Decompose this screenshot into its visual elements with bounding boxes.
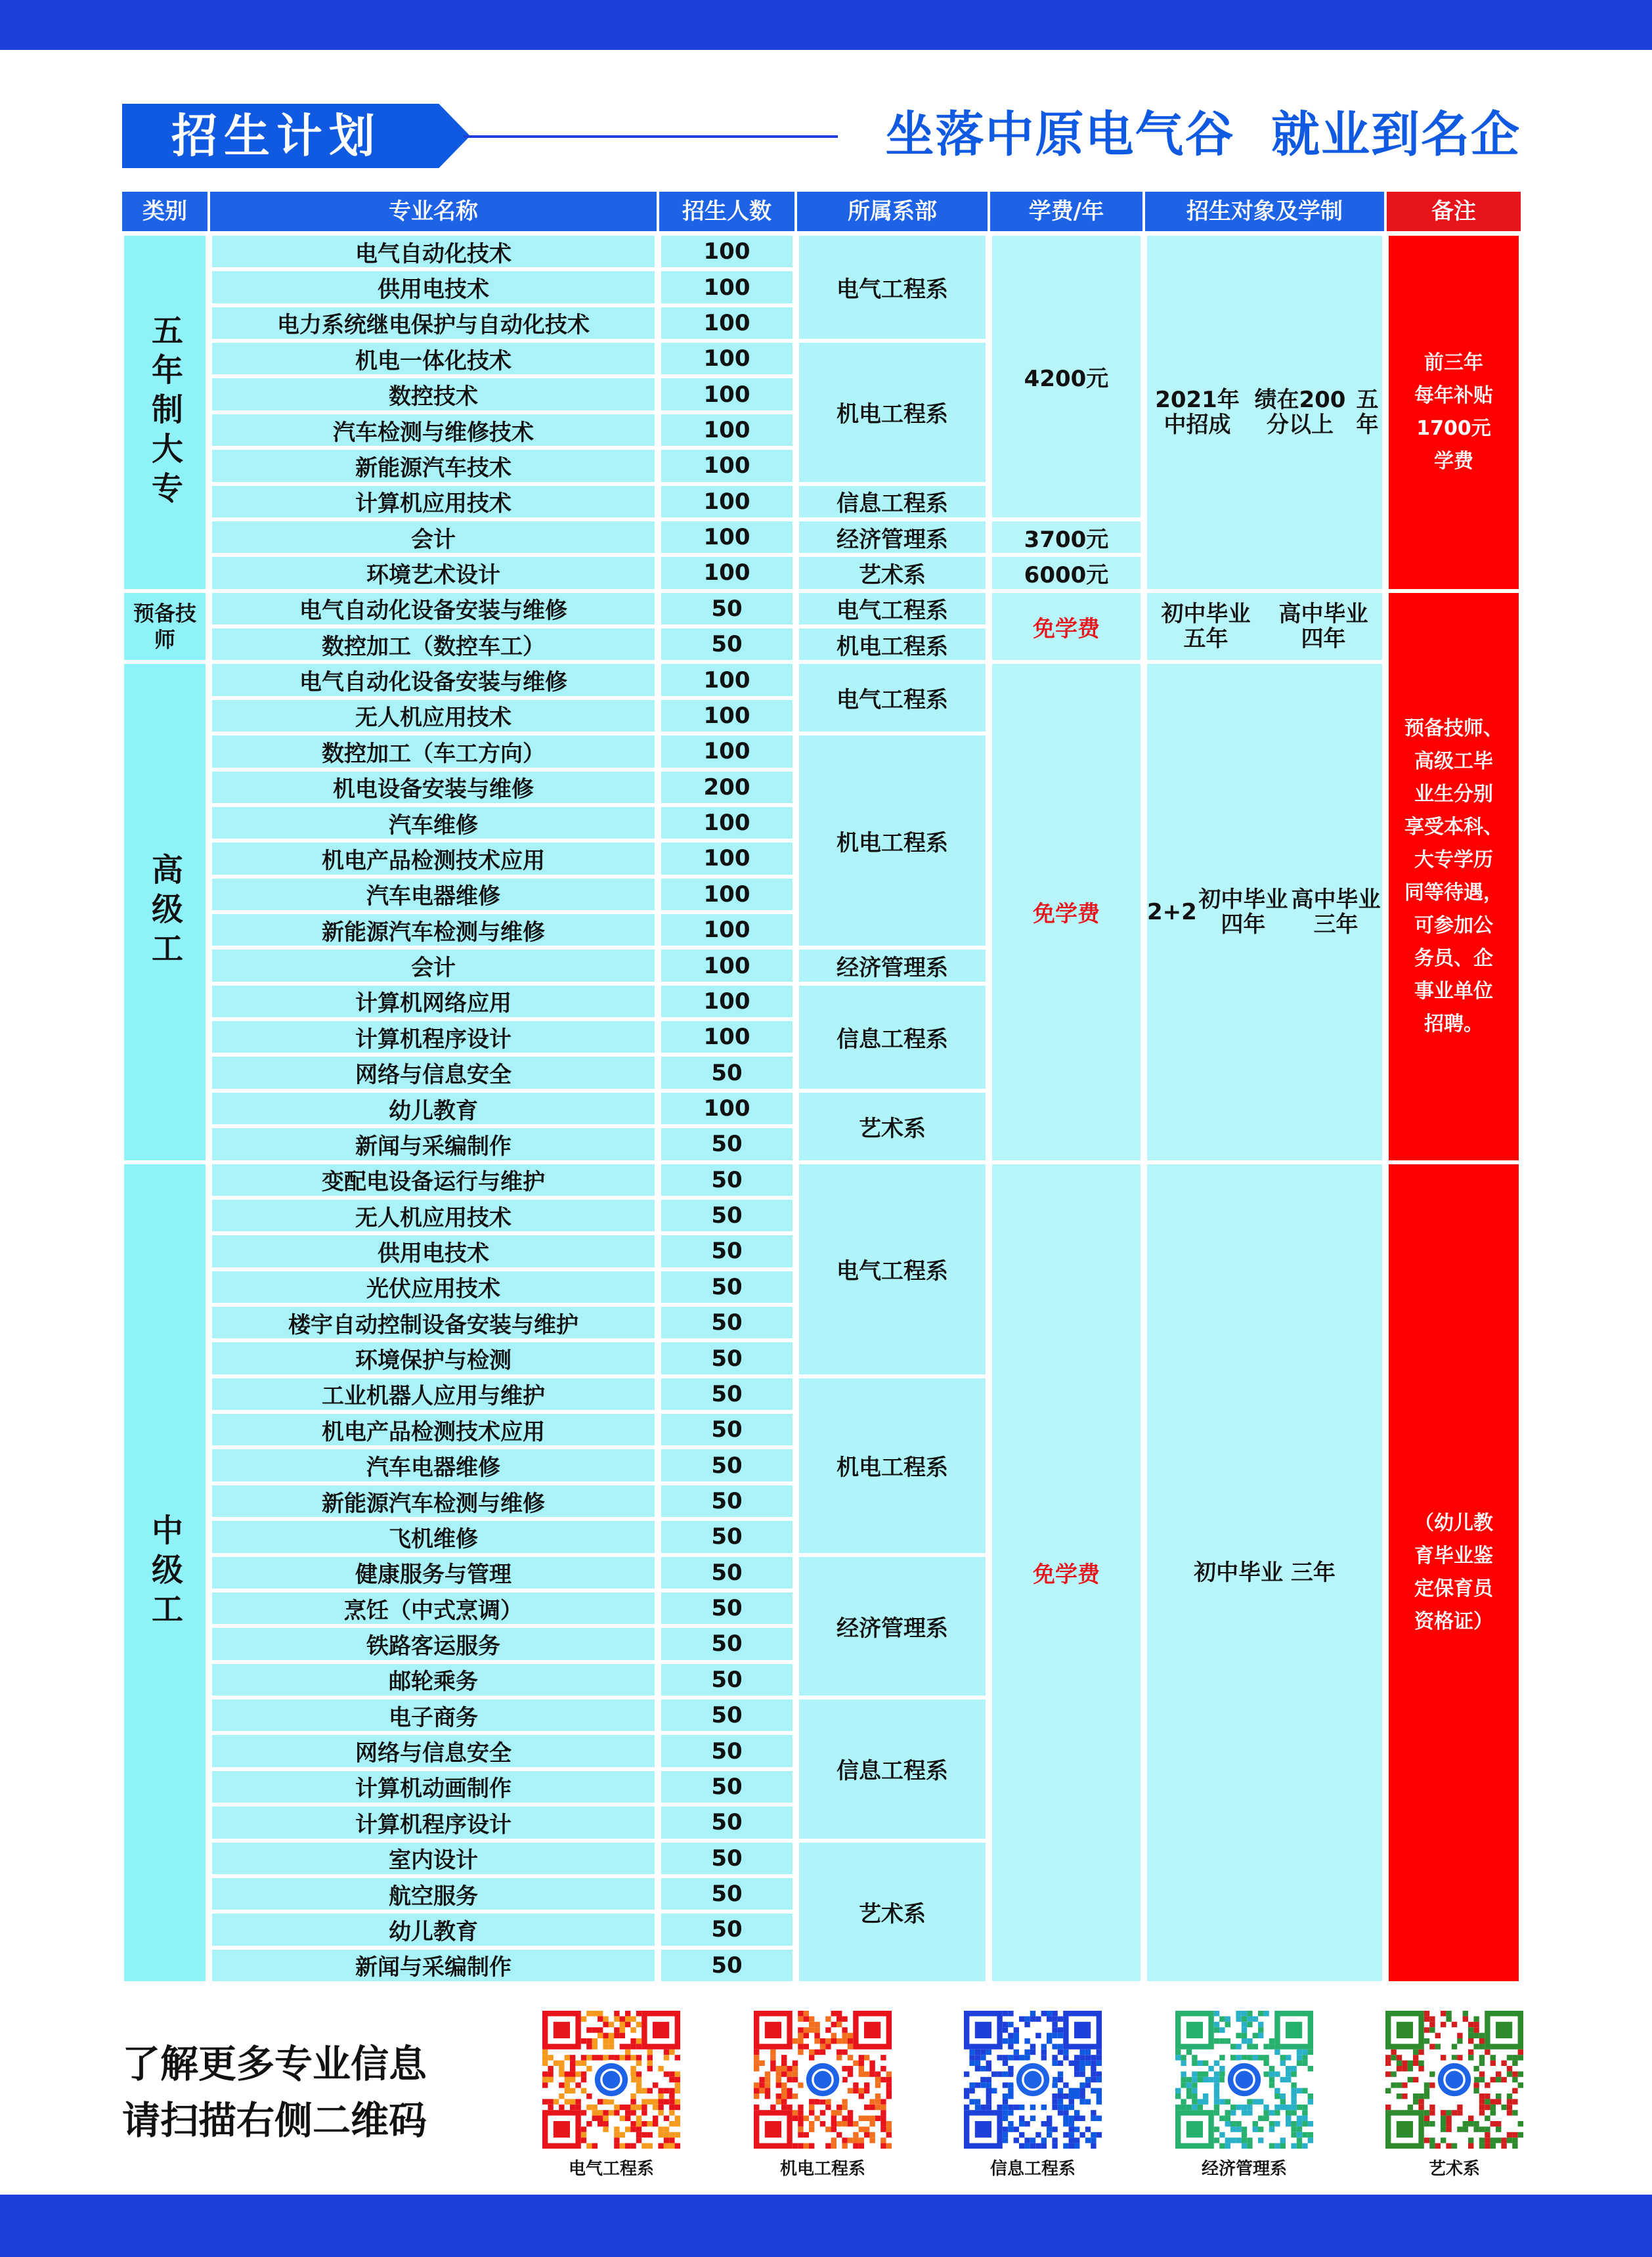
column-header: 备注 <box>1387 192 1521 231</box>
footer-line-1: 了解更多专业信息 <box>122 2042 427 2086</box>
department-cell: 电气工程系 <box>797 234 988 341</box>
target-line: 初中毕业 五年 <box>1161 601 1251 653</box>
column-header: 所属系部 <box>797 192 988 231</box>
enrollment-count: 100 <box>659 555 794 590</box>
enrollment-count: 50 <box>659 1733 794 1768</box>
enrollment-count: 50 <box>659 1555 794 1590</box>
enrollment-count: 50 <box>659 1126 794 1162</box>
major-name: 变配电设备运行与维护 <box>210 1162 657 1198</box>
category-cell: 中级工 <box>122 1162 207 1983</box>
major-name: 数控技术 <box>210 376 657 412</box>
enrollment-count: 50 <box>659 1376 794 1412</box>
tuition-cell: 免学费 <box>990 1162 1142 1983</box>
major-name: 供用电技术 <box>210 1233 657 1269</box>
department-cell: 信息工程系 <box>797 1698 988 1840</box>
major-name: 环境保护与检测 <box>210 1340 657 1376</box>
enrollment-count: 100 <box>659 948 794 983</box>
school-logo-icon <box>806 2063 839 2096</box>
tuition-cell: 免学费 <box>990 591 1142 663</box>
enrollment-count: 50 <box>659 1162 794 1198</box>
enrollment-count: 100 <box>659 841 794 876</box>
target-line: 初中毕业 四年 <box>1198 886 1288 938</box>
remark-line: 高级工毕 <box>1414 749 1493 773</box>
remark-line: 1700元 <box>1416 416 1491 440</box>
qr-code[interactable] <box>1175 2011 1313 2180</box>
tuition-cell: 免学费 <box>990 662 1142 1162</box>
major-name: 幼儿教育 <box>210 1091 657 1126</box>
top-banner <box>0 0 1652 50</box>
target-line: 2+2 <box>1147 898 1197 925</box>
target-line: 五年 <box>1356 386 1379 438</box>
enrollment-count: 50 <box>659 1698 794 1733</box>
major-name: 网络与信息安全 <box>210 1055 657 1090</box>
footer-line-2: 请扫描右侧二维码 <box>122 2098 427 2143</box>
target-cell <box>1145 1162 1384 1983</box>
major-name: 汽车电器维修 <box>210 1447 657 1483</box>
major-name: 机电产品检测技术应用 <box>210 841 657 876</box>
remark-line: 大专学历 <box>1414 848 1493 871</box>
major-name: 机电一体化技术 <box>210 341 657 376</box>
major-name: 幼儿教育 <box>210 1912 657 1947</box>
major-name: 计算机程序设计 <box>210 1019 657 1055</box>
enrollment-count: 50 <box>659 1483 794 1519</box>
major-name: 铁路客运服务 <box>210 1626 657 1661</box>
qr-code[interactable] <box>542 2011 680 2180</box>
department-cell: 机电工程系 <box>797 734 988 948</box>
department-cell: 电气工程系 <box>797 591 988 626</box>
remark-line: （幼儿教 <box>1414 1511 1493 1535</box>
enrollment-count: 50 <box>659 1447 794 1483</box>
enrollment-count: 50 <box>659 1269 794 1305</box>
target-line: 2021年中招成 <box>1155 386 1240 438</box>
category-cell: 五年制大专 <box>122 234 207 591</box>
remark-line: 招聘。 <box>1424 1012 1483 1036</box>
target-cell <box>1145 234 1384 591</box>
major-name: 计算机应用技术 <box>210 484 657 519</box>
major-name: 电气自动化设备安装与维修 <box>210 591 657 626</box>
enrollment-count: 50 <box>659 1233 794 1269</box>
department-cell: 机电工程系 <box>797 626 988 662</box>
enrollment-count: 50 <box>659 1948 794 1983</box>
major-name: 健康服务与管理 <box>210 1555 657 1590</box>
major-name: 电力系统继电保护与自动化技术 <box>210 305 657 341</box>
major-name: 邮轮乘务 <box>210 1662 657 1698</box>
enrollment-count: 100 <box>659 448 794 483</box>
tuition-cell: 6000元 <box>990 555 1142 590</box>
footer-text <box>122 2036 490 2149</box>
enrollment-count: 100 <box>659 984 794 1019</box>
major-name: 新闻与采编制作 <box>210 1126 657 1162</box>
remark-line: 同等待遇， <box>1404 881 1503 904</box>
major-name: 烹饪（中式烹调） <box>210 1590 657 1626</box>
enrollment-count: 100 <box>659 484 794 519</box>
column-header: 招生人数 <box>659 192 794 231</box>
department-cell: 经济管理系 <box>797 948 988 983</box>
enrollment-count: 100 <box>659 1091 794 1126</box>
remark-text <box>1414 1507 1493 1638</box>
remark-line: 定保育员 <box>1414 1577 1493 1600</box>
enrollment-count: 50 <box>659 591 794 626</box>
major-name: 计算机动画制作 <box>210 1769 657 1805</box>
major-name: 会计 <box>210 519 657 555</box>
qr-label: 电气工程系 <box>568 2159 654 2179</box>
major-name: 供用电技术 <box>210 269 657 305</box>
remark-line: 每年补贴 <box>1414 383 1493 407</box>
remark-line: 资格证） <box>1414 1610 1493 1633</box>
column-header: 专业名称 <box>210 192 657 231</box>
enrollment-count: 100 <box>659 734 794 769</box>
major-name: 电气自动化技术 <box>210 234 657 269</box>
school-logo-icon <box>1438 2063 1471 2096</box>
slogan: 坐落中原电气谷 就业到名企 <box>885 106 1521 163</box>
major-name: 数控加工（数控车工） <box>210 626 657 662</box>
title-divider <box>464 135 838 138</box>
enrollment-count: 50 <box>659 626 794 662</box>
major-name: 汽车电器维修 <box>210 877 657 912</box>
remark-line: 可参加公 <box>1414 913 1493 937</box>
enrollment-count: 50 <box>659 1590 794 1626</box>
qr-label: 经济管理系 <box>1201 2159 1287 2179</box>
remark-cell <box>1387 1162 1521 1983</box>
enrollment-count: 50 <box>659 1841 794 1876</box>
remark-line: 预备技师、 <box>1404 716 1503 740</box>
enrollment-count: 50 <box>659 1876 794 1912</box>
enrollment-count: 100 <box>659 912 794 948</box>
remark-line: 业生分别 <box>1414 782 1493 806</box>
department-cell: 信息工程系 <box>797 484 988 519</box>
major-name: 无人机应用技术 <box>210 698 657 734</box>
remark-cell <box>1387 234 1521 591</box>
enrollment-count: 100 <box>659 698 794 734</box>
major-name: 电气自动化设备安装与维修 <box>210 662 657 697</box>
enrollment-count: 50 <box>659 1662 794 1698</box>
major-name: 汽车检测与维修技术 <box>210 412 657 448</box>
major-name: 机电产品检测技术应用 <box>210 1412 657 1447</box>
enrollment-count: 50 <box>659 1912 794 1947</box>
enrollment-count: 50 <box>659 1412 794 1447</box>
bottom-banner <box>0 2195 1652 2257</box>
major-name: 新闻与采编制作 <box>210 1948 657 1983</box>
column-header: 招生对象及学制 <box>1145 192 1384 231</box>
category-cell: 预备技师 <box>122 591 207 663</box>
enrollment-count: 100 <box>659 341 794 376</box>
qr-code-icon <box>754 2011 892 2149</box>
qr-code[interactable] <box>964 2011 1102 2180</box>
remark-line: 学费 <box>1434 449 1473 473</box>
enrollment-count: 50 <box>659 1340 794 1376</box>
target-cell <box>1145 591 1384 663</box>
department-cell: 机电工程系 <box>797 1376 988 1555</box>
qr-code-icon <box>1175 2011 1313 2149</box>
remark-line: 事业单位 <box>1414 979 1493 1003</box>
target-line: 初中毕业 三年 <box>1194 1559 1336 1586</box>
enrollment-count: 100 <box>659 269 794 305</box>
enrollment-count: 100 <box>659 662 794 697</box>
enrollment-count: 100 <box>659 234 794 269</box>
page-title: 招生计划 <box>171 109 381 163</box>
enrollment-count: 50 <box>659 1626 794 1661</box>
major-name: 新能源汽车技术 <box>210 448 657 483</box>
major-name: 汽车维修 <box>210 805 657 841</box>
major-name: 网络与信息安全 <box>210 1733 657 1768</box>
school-logo-icon <box>1228 2063 1261 2096</box>
qr-code-icon <box>542 2011 680 2149</box>
enrollment-count: 200 <box>659 770 794 805</box>
enrollment-count: 100 <box>659 877 794 912</box>
enrollment-count: 100 <box>659 519 794 555</box>
major-name: 环境艺术设计 <box>210 555 657 590</box>
major-name: 飞机维修 <box>210 1519 657 1554</box>
target-line: 高中毕业 三年 <box>1291 886 1381 938</box>
major-name: 楼宇自动控制设备安装与维护 <box>210 1305 657 1340</box>
tuition-cell: 4200元 <box>990 234 1142 519</box>
enrollment-count: 100 <box>659 305 794 341</box>
department-cell: 电气工程系 <box>797 1162 988 1376</box>
major-name: 数控加工（车工方向） <box>210 734 657 769</box>
major-name: 计算机程序设计 <box>210 1805 657 1840</box>
major-name: 室内设计 <box>210 1841 657 1876</box>
school-logo-icon <box>1016 2063 1049 2096</box>
department-cell: 艺术系 <box>797 555 988 590</box>
major-name: 航空服务 <box>210 1876 657 1912</box>
target-line: 绩在200分以上 <box>1254 386 1346 438</box>
major-name: 光伏应用技术 <box>210 1269 657 1305</box>
category-cell: 高级工 <box>122 662 207 1162</box>
department-cell: 经济管理系 <box>797 519 988 555</box>
major-name: 机电设备安装与维修 <box>210 770 657 805</box>
target-cell <box>1145 662 1384 1162</box>
school-logo-icon <box>595 2063 628 2096</box>
target-line: 高中毕业 四年 <box>1278 601 1368 653</box>
remark-text <box>1404 712 1503 1041</box>
department-cell: 信息工程系 <box>797 984 988 1091</box>
tuition-cell: 3700元 <box>990 519 1142 555</box>
enrollment-count: 50 <box>659 1769 794 1805</box>
enrollment-table <box>122 192 1521 1983</box>
remark-line: 享受本科、 <box>1404 815 1503 839</box>
major-name: 电子商务 <box>210 1698 657 1733</box>
major-name: 计算机网络应用 <box>210 984 657 1019</box>
department-cell: 艺术系 <box>797 1091 988 1162</box>
department-cell: 艺术系 <box>797 1841 988 1983</box>
enrollment-count: 50 <box>659 1805 794 1840</box>
remark-line: 前三年 <box>1424 351 1483 374</box>
remark-text <box>1414 347 1493 478</box>
enrollment-count: 100 <box>659 805 794 841</box>
qr-code-icon <box>964 2011 1102 2149</box>
qr-label: 机电工程系 <box>779 2159 865 2179</box>
column-header: 学费/年 <box>990 192 1142 231</box>
qr-label: 艺术系 <box>1428 2159 1480 2179</box>
enrollment-count: 100 <box>659 376 794 412</box>
major-name: 新能源汽车检测与维修 <box>210 1483 657 1519</box>
remark-cell <box>1387 591 1521 1162</box>
major-name: 无人机应用技术 <box>210 1198 657 1233</box>
major-name: 会计 <box>210 948 657 983</box>
major-name: 新能源汽车检测与维修 <box>210 912 657 948</box>
qr-code[interactable] <box>754 2011 892 2180</box>
remark-line: 育毕业鉴 <box>1414 1544 1493 1567</box>
major-name: 工业机器人应用与维护 <box>210 1376 657 1412</box>
enrollment-count: 50 <box>659 1519 794 1554</box>
enrollment-count: 100 <box>659 1019 794 1055</box>
qr-code-icon <box>1385 2011 1523 2149</box>
column-header: 类别 <box>122 192 207 231</box>
department-cell: 机电工程系 <box>797 341 988 483</box>
enrollment-count: 50 <box>659 1305 794 1340</box>
department-cell: 电气工程系 <box>797 662 988 734</box>
department-cell: 经济管理系 <box>797 1555 988 1698</box>
enrollment-count: 50 <box>659 1055 794 1090</box>
enrollment-count: 100 <box>659 412 794 448</box>
remark-line: 务员、企 <box>1414 946 1493 970</box>
qr-code[interactable] <box>1385 2011 1523 2180</box>
qr-label: 信息工程系 <box>989 2159 1076 2179</box>
enrollment-count: 50 <box>659 1198 794 1233</box>
